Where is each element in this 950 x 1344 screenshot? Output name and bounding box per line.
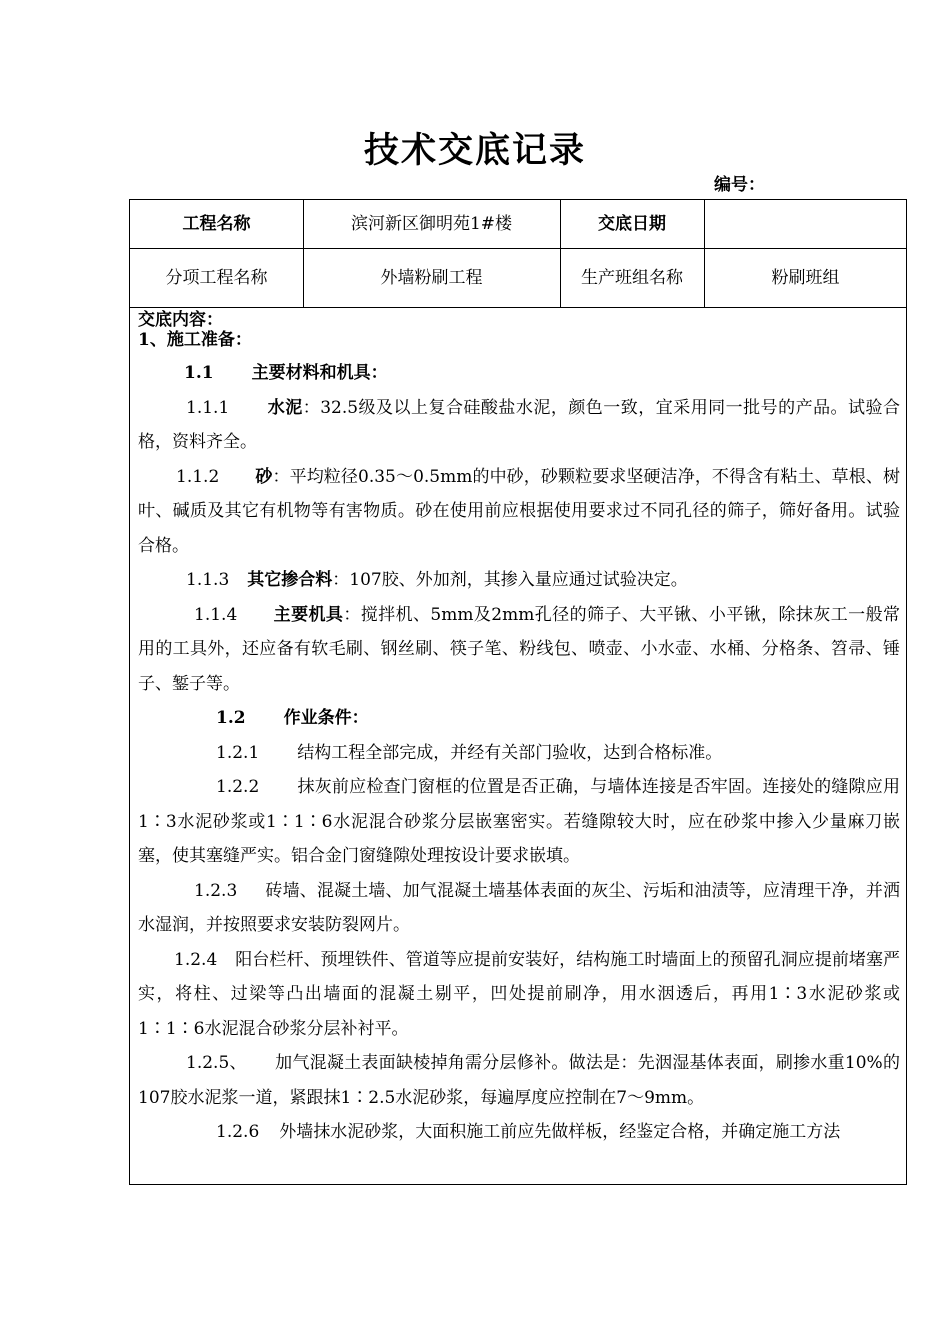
paragraph-1-2-3: [138, 874, 900, 943]
item-text: ：107胶、外加剂，其掺入量应通过试验决定。: [332, 570, 688, 590]
item-number: 1.2.6: [216, 1122, 260, 1142]
subsection-title: 主要材料和机具：: [251, 363, 388, 383]
item-number: 1.2.4: [174, 949, 218, 970]
item-text: 砖墙、混凝土墙、加气混凝土墙基体表面的灰尘、污垢和油渍等，应清理干净，并洒水湿润，并按照要求安装防裂网片。: [138, 880, 900, 935]
project-name-value: 滨河新区御明苑1#楼: [350, 214, 513, 234]
sub-project-value: 外墙粉刷工程: [380, 267, 483, 288]
item-text: ：搅拌机、5mm及2mm孔径的筛子、大平锹、小平锹，除抹灰工一般常用的工具外，还应备有软毛刷、钢丝刷、筷子笔、粉线包、喷壶、小水壶、水桶、分格条、笤帚、锤子、錾子等。: [138, 604, 900, 694]
item-text: 加气混凝土表面缺棱掉角需分层修补。做法是：先洇湿基体表面，刷掺水重10%的107胶水泥浆一道，紧跟抹1∶2.5水泥砂浆，每遍厚度应控制在7～9mm。: [138, 1053, 900, 1108]
section-heading: 1、施工准备：: [138, 330, 252, 350]
disclosure-table: [129, 199, 907, 1185]
paragraph-1-2-1: [138, 736, 900, 771]
team-label: 生产班组名称: [581, 267, 683, 288]
disclosure-date-label: 交底日期: [598, 214, 666, 234]
item-text: 结构工程全部完成，并经有关部门验收，达到合格标准。: [297, 742, 723, 763]
item-text: 阳台栏杆、预埋铁件、管道等应提前安装好，结构施工时墙面上的预留孔洞应提前堵塞严实，将柱、过梁等凸出墙面的混凝土剔平，凹处提前刷净，用水洇透后，再用1∶3水泥砂浆或1∶1∶6水泥混合砂浆分层补衬平。: [138, 949, 900, 1039]
disclosure-content: [138, 310, 900, 1150]
paragraph-1-1-1: [138, 391, 900, 460]
paragraph-1-1-4: [138, 598, 900, 702]
item-title: 其它掺合料: [247, 570, 333, 590]
item-text: ：平均粒径0.35～0.5mm的中砂，砂颗粒要求坚硬洁净，不得含有粘土、草根、树叶、碱质及其它有机物等有害物质。砂在使用前应根据使用要求过不同孔径的筛子，筛好备用。试验合格。: [138, 466, 900, 556]
item-number: 1.2.2: [216, 777, 260, 797]
subsection-title: 作业条件：: [283, 708, 369, 728]
item-title: 主要机具: [273, 604, 344, 625]
item-number: 1.2.5、: [186, 1053, 247, 1073]
disclosure-date-value: [704, 200, 907, 248]
row-divider: [130, 307, 906, 308]
item-text: 外墙抹水泥砂浆，大面积施工前应先做样板，经鉴定合格，并确定施工方法: [279, 1122, 841, 1142]
item-title: 砂: [255, 466, 273, 487]
paragraph-1-2-6: [138, 1115, 900, 1150]
item-number: 1.1.3: [186, 570, 230, 590]
item-title: 水泥: [267, 397, 303, 418]
subsection-number: 1.1: [184, 363, 214, 383]
paragraph-1-2-5: [138, 1046, 900, 1115]
item-number: 1.2.3: [194, 880, 238, 901]
item-number: 1.2.1: [216, 742, 260, 763]
paragraph-1-1-2: [138, 460, 900, 564]
item-text: ：32.5级及以上复合硅酸盐水泥，颜色一致，宜采用同一批号的产品。试验合格，资料齐全。: [138, 397, 900, 452]
team-value: 粉刷班组: [771, 267, 840, 288]
item-text: 抹灰前应检查门窗框的位置是否正确，与墙体连接是否牢固。连接处的缝隙应用1∶3水泥砂浆或1∶1∶6水泥混合砂浆分层嵌塞密实。若缝隙较大时，应在砂浆中掺入少量麻刀嵌塞，使其塞缝严实。铝合金门窗缝隙处理按设计要求嵌填。: [138, 777, 900, 866]
content-heading: 交底内容：: [138, 310, 223, 330]
paragraph-1-1-3: [138, 563, 900, 598]
subsection-number: 1.2: [216, 708, 246, 728]
sub-project-label: 分项工程名称: [165, 267, 268, 288]
item-number: 1.1.4: [194, 604, 238, 625]
item-number: 1.1.2: [176, 466, 220, 487]
subsection-heading: [138, 701, 900, 736]
serial-number-label: 编号：: [714, 175, 765, 195]
subsection-heading: [138, 356, 900, 391]
paragraph-1-2-2: [138, 770, 900, 874]
project-name-label: 工程名称: [182, 214, 251, 234]
item-number: 1.1.1: [186, 397, 230, 418]
document-title: 技术交底记录: [363, 130, 586, 171]
paragraph-1-2-4: [138, 943, 900, 1047]
